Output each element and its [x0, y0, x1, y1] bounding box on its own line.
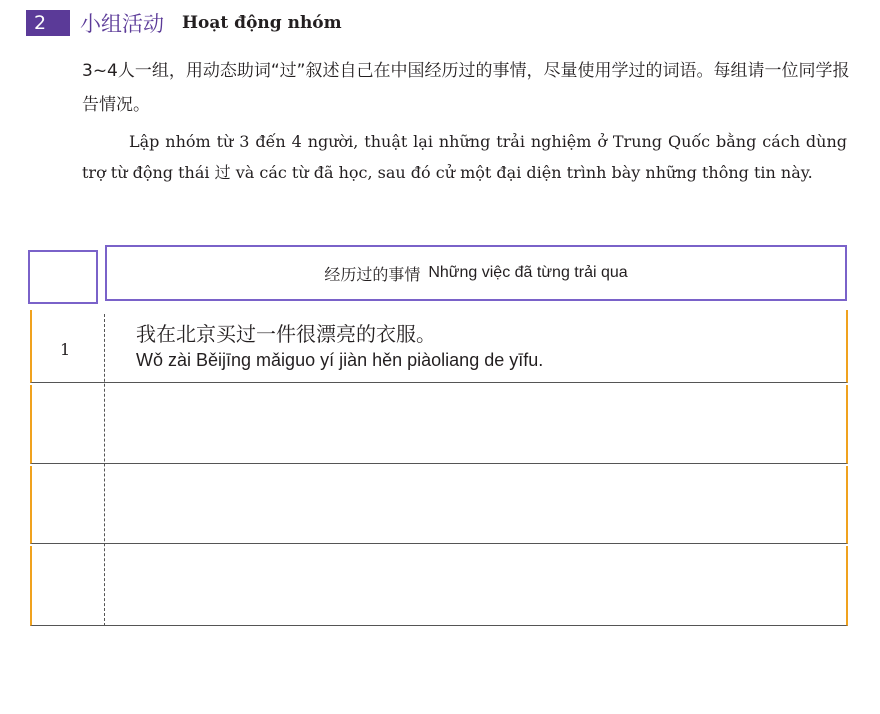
table-row[interactable] — [30, 385, 848, 464]
table-row[interactable] — [30, 466, 848, 544]
column-divider — [104, 314, 105, 626]
table-header-number-cell — [28, 250, 98, 304]
row-number: 1 — [60, 340, 71, 359]
section-title-chinese: 小组活动 — [80, 12, 164, 36]
section-number-badge: 2 — [26, 10, 70, 36]
example-sentence-pinyin: Wǒ zài Běijīng mǎiguo yí jiàn hěn piàoliang de yīfu. — [136, 350, 544, 370]
table-header-cell — [105, 245, 847, 301]
table-header-vietnamese: Những việc đã từng trải qua — [428, 264, 628, 281]
example-sentence-chinese: 我在北京买过一件很漂亮的衣服。 — [136, 322, 436, 346]
section-header — [26, 8, 342, 38]
instruction-chinese: 3~4人一组，用动态助词“过”叙述自己在中国经历过的事情，尽量使用学过的词语。每组请一位同学报告情况。 — [82, 61, 850, 115]
instruction-vietnamese: Lập nhóm từ 3 đến 4 người, thuật lại những trải nghiệm ở Trung Quốc bằng cách dùng trợ từ động thái 过 và các từ đã học, sau đó cử một đại diện trình bày những thông tin này. — [82, 132, 847, 182]
table-header-chinese: 经历过的事情 — [324, 264, 421, 284]
section-title-vietnamese: Hoạt động nhóm — [182, 13, 342, 33]
table-row[interactable] — [30, 546, 848, 626]
